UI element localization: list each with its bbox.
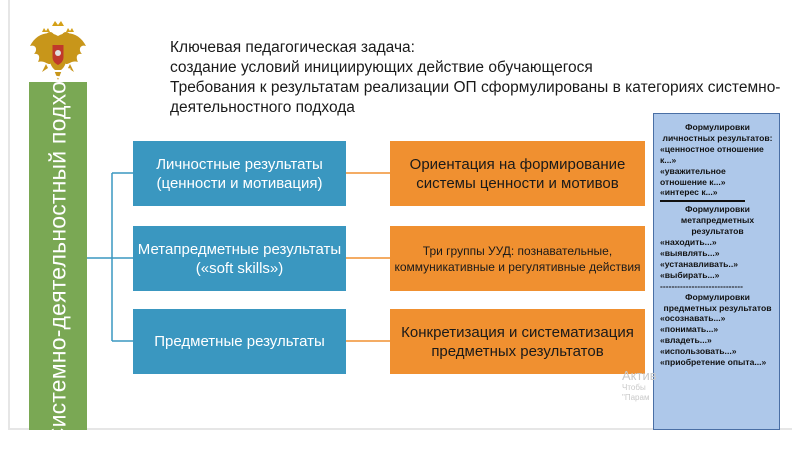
result-box-line: Предметные результаты <box>154 333 325 350</box>
panel-heading: личностных результатов: <box>662 132 773 143</box>
panel-heading: Формулировки <box>685 122 750 132</box>
panel-divider-dashes: ----------------------------- <box>660 280 743 291</box>
panel-heading: метапредметных <box>680 215 755 226</box>
activation-watermark <box>622 368 657 403</box>
panel-item: «находить...» <box>660 237 717 248</box>
panel-heading: Формулировки <box>685 291 750 302</box>
result-box-subject <box>133 309 346 374</box>
panel-item: «понимать...» <box>660 324 719 335</box>
focus-box-line: предметных результатов <box>431 342 604 360</box>
result-box-line: («soft skills») <box>195 259 284 277</box>
header-line: создание условий инициирующих действие обучающегося <box>170 59 593 76</box>
panel-heading: результатов <box>691 226 744 237</box>
result-box-line: Метапредметные результаты <box>137 240 342 258</box>
panel-item: «использовать...» <box>660 346 737 357</box>
focus-box-meta <box>390 226 645 291</box>
focus-box-line: коммуникативные и регулятивные действия <box>394 259 641 274</box>
panel-item: «выявлять...» <box>660 247 720 258</box>
result-box-line: (ценности и мотивация) <box>156 174 323 192</box>
result-box-meta <box>133 226 346 291</box>
focus-box-line: системы ценности и мотивов <box>416 174 619 192</box>
panel-item: к...» <box>660 154 677 165</box>
result-box-line: Личностные результаты <box>156 155 323 173</box>
header-line: деятельностного подхода <box>170 99 355 116</box>
watermark-line: Чтобы <box>622 383 646 392</box>
panel-item: «интерес к...» <box>660 187 718 198</box>
watermark-line: "Парам <box>622 393 650 402</box>
result-box-personal <box>133 141 346 206</box>
approach-label: Системно-деятельностный подход <box>44 67 71 445</box>
watermark-title: Актив <box>622 368 657 383</box>
panel-heading: предметных результатов <box>663 302 772 313</box>
header-line: Ключевая педагогическая задача: <box>170 39 415 56</box>
panel-item: «устанавливать..» <box>660 258 738 269</box>
focus-box-line: Ориентация на формирование <box>409 155 626 173</box>
panel-item: отношение к...» <box>660 176 726 187</box>
panel-divider <box>660 200 745 202</box>
focus-box-personal <box>390 141 645 206</box>
focus-box-line: Конкретизация и систематизация <box>401 323 634 341</box>
focus-box-subject <box>390 309 645 374</box>
panel-item: «владеть...» <box>660 335 712 346</box>
panel-item: «осознавать...» <box>660 313 726 324</box>
header-line: Требования к результатам реализации ОП сформулированы в категориях системно- <box>170 79 781 96</box>
formulations-panel <box>653 113 780 430</box>
panel-item: «ценностное отношение <box>660 143 764 154</box>
panel-item: «выбирать...» <box>660 269 720 280</box>
panel-item: «приобретение опыта...» <box>660 357 767 368</box>
panel-heading: Формулировки <box>685 204 750 215</box>
focus-box-line: Три группы УУД: познавательные, <box>422 243 613 258</box>
panel-item: «уважительное <box>660 165 726 176</box>
